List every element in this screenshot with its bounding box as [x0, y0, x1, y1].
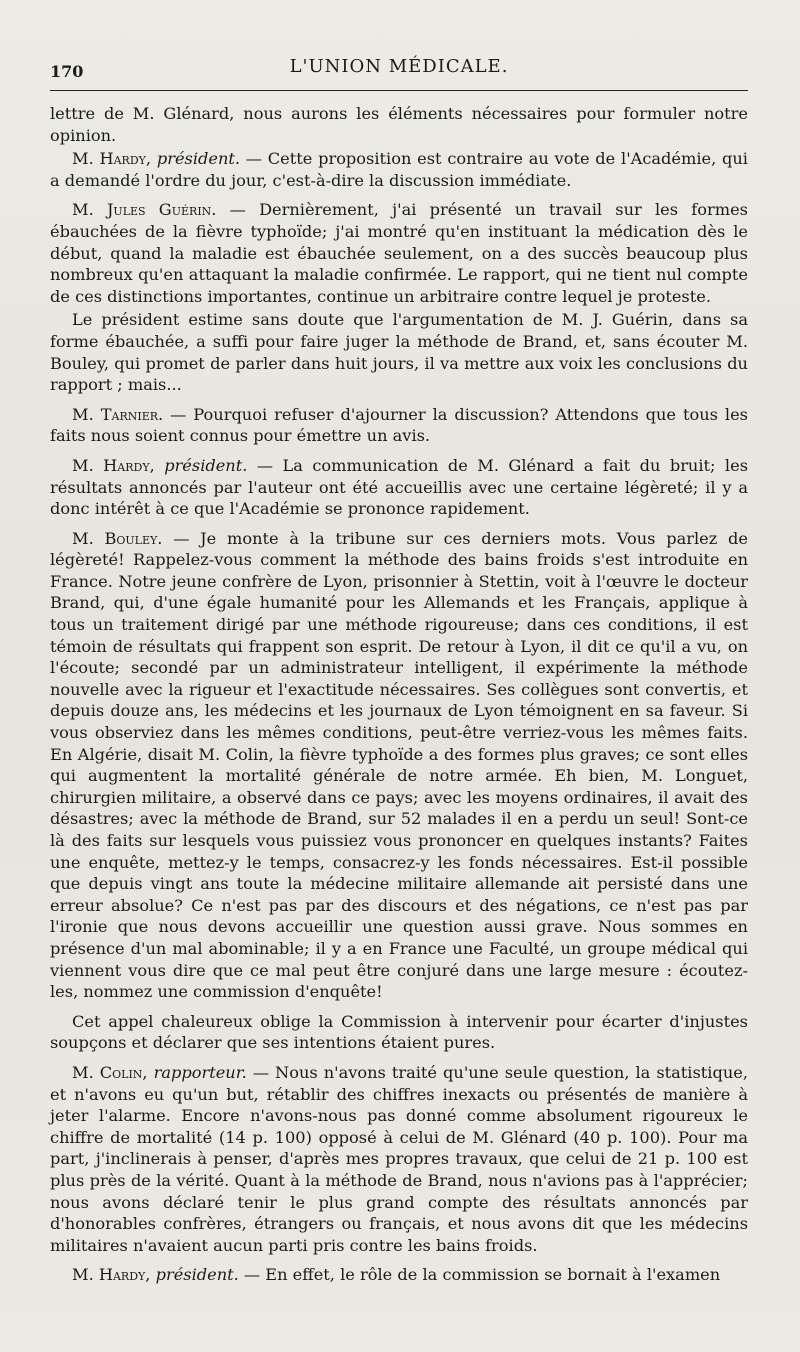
paragraph-hardy-3: [50, 1264, 748, 1286]
speaker-name: M. Colin,: [72, 1062, 148, 1082]
article-body: [50, 103, 748, 1286]
speaker-role: président.: [156, 149, 241, 169]
paragraph-colin: [50, 1062, 748, 1256]
paragraph-text: — La communication de M. Glénard a fait du bruit; les résultats annoncés par l'auteur ont été accueillis avec une certaine légèreté; il y a donc intérêt à ce que l'Académie se prononce rapidement.: [50, 455, 748, 519]
speaker-name: M. Bouley.: [72, 528, 163, 548]
paragraph-text: — Pourquoi refuser d'ajourner la discussion? Attendons que tous les faits nous soient connus pour émettre un avis.: [50, 404, 748, 446]
paragraph-hardy-1: [50, 148, 748, 191]
speaker-role: président.: [164, 455, 248, 475]
speaker-name: M. Hardy,: [72, 149, 152, 169]
speaker-role: président.: [155, 1265, 239, 1285]
paragraph-hardy-2: [50, 455, 748, 520]
speaker-name: M. Tarnier.: [72, 404, 164, 424]
speaker-name: M. Jules Guérin.: [72, 200, 217, 220]
paragraph-text: — Je monte à la tribune sur ces derniers mots. Vous parlez de légèreté! Rappelez-vous comment la méthode des bains froids s'est introduite en France. Notre jeune confrère de Lyon, prisonnier à Stettin, voit à l'œuvre le docteur Brand, qui, d'une égale humanité pour les Allemands et les Français, applique à tous un traitement dirigé par une méthode rigoureuse; dans ces conditions, il est témoin de résultats qui frappent son esprit. De retour à Lyon, il dit ce qu'il a vu, on l'écoute; secondé par un administrateur intelligent, il expérimente la méthode nouvelle avec la rigueur et l'exactitude nécessaires. Ses collègues sont convertis, et depuis douze ans, les médecins et les journaux de Lyon témoignent en sa faveur. Si vous observiez dans les mêmes conditions, peut-être verriez-vous les mêmes faits. En Algérie, disait M. Colin, la fièvre typhoïde a des formes plus graves; ce sont elles qui augmentent la mortalité générale de notre armée. Eh bien, M. Longuet, chirurgien militaire, a observé dans ce pays; avec les moyens ordinaires, il avait des désastres; avec la méthode de Brand, sur 52 malades il en a perdu un seul! Sont-ce là des faits sur lesquels vous puissiez vous prononcer en quelques instants? Faites une enquête, mettez-y le temps, consacrez-y les fonds nécessaires. Est-il possible que depuis vingt ans toute la médecine militaire allemande ait persisté dans une erreur absolue? Ce n'est pas par des discours et des négations, ce n'est pas par l'ironie que nous devons accueillir une question aussi grave. Nous sommes en présence d'un mal abominable; il y a en France une Faculté, un groupe médical qui viennent vous dire que ce mal peut être conjuré dans une large mesure : écoutez-les, nommez une commission d'enquête!: [50, 528, 748, 1002]
speaker-name: M. Hardy,: [72, 455, 155, 475]
page-number: 170: [50, 62, 84, 81]
paragraph-text: — Nous n'avons traité qu'une seule question, la statistique, et n'avons eu qu'un but, rétablir des chiffres inexacts ou présentés de manière à jeter l'alarme. Encore n'avons-nous pas donné comme absolument rigoureux le chiffre de mortalité (14 p. 100) opposé à celui de M. Glénard (40 p. 100). Pour ma part, j'inclinerais à penser, d'après mes propres travaux, que celui de 21 p. 100 est plus près de la vérité. Quant à la méthode de Brand, nous n'avions pas à l'apprécier; nous avons déclaré tenir le plus grand compte des résultats annoncés par d'honorables confrères, étrangers ou français, et nous avons dit que les médecins militaires n'avaient aucun parti pris contre les bains froids.: [50, 1062, 748, 1255]
speaker-role: rapporteur.: [153, 1062, 247, 1082]
paragraph-appeal: [50, 1011, 748, 1054]
speaker-name: M. Hardy,: [72, 1265, 151, 1285]
paragraph-text: Cet appel chaleureux oblige la Commission à intervenir pour écarter d'injustes soupçons et déclarer que ses intentions étaient pures.: [50, 1011, 748, 1053]
paragraph-text: Le président estime sans doute que l'argumentation de M. J. Guérin, dans sa forme ébauchée, a suffi pour faire juger la méthode de Brand, et, sans écouter M. Bouley, qui promet de parler dans huit jours, il va mettre aux voix les conclusions du rapport ; mais...: [50, 310, 748, 395]
page-header: [50, 40, 748, 91]
paragraph-text: — Dernièrement, j'ai présenté un travail sur les formes ébauchées de la fièvre typhoïde; j'ai montré qu'en instituant la médication dès le début, quand la maladie est ébauchée seulement, on a des succès beaucoup plus nombreux qu'en attaquant la maladie confirmée. Le rapport, qui ne tient nul compte de ces distinctions importantes, continue un arbitraire contre lequel je proteste.: [50, 200, 748, 306]
running-title: L'UNION MÉDICALE.: [289, 56, 509, 77]
paragraph-text: — Cette proposition est contraire au vote de l'Académie, qui a demandé l'ordre du jour, c'est-à-dire la discussion immédiate.: [50, 149, 748, 190]
paragraph-continuation: lettre de M. Glénard, nous aurons les éléments nécessaires pour formuler notre opinion.: [50, 104, 748, 145]
paragraph-text: — En effet, le rôle de la commission se bornait à l'examen: [238, 1265, 721, 1285]
paragraph-tarnier: [50, 404, 748, 447]
paragraph-president-estimate: [50, 309, 748, 395]
paragraph-bouley: [50, 528, 748, 1003]
paragraph-guerin: [50, 199, 748, 307]
